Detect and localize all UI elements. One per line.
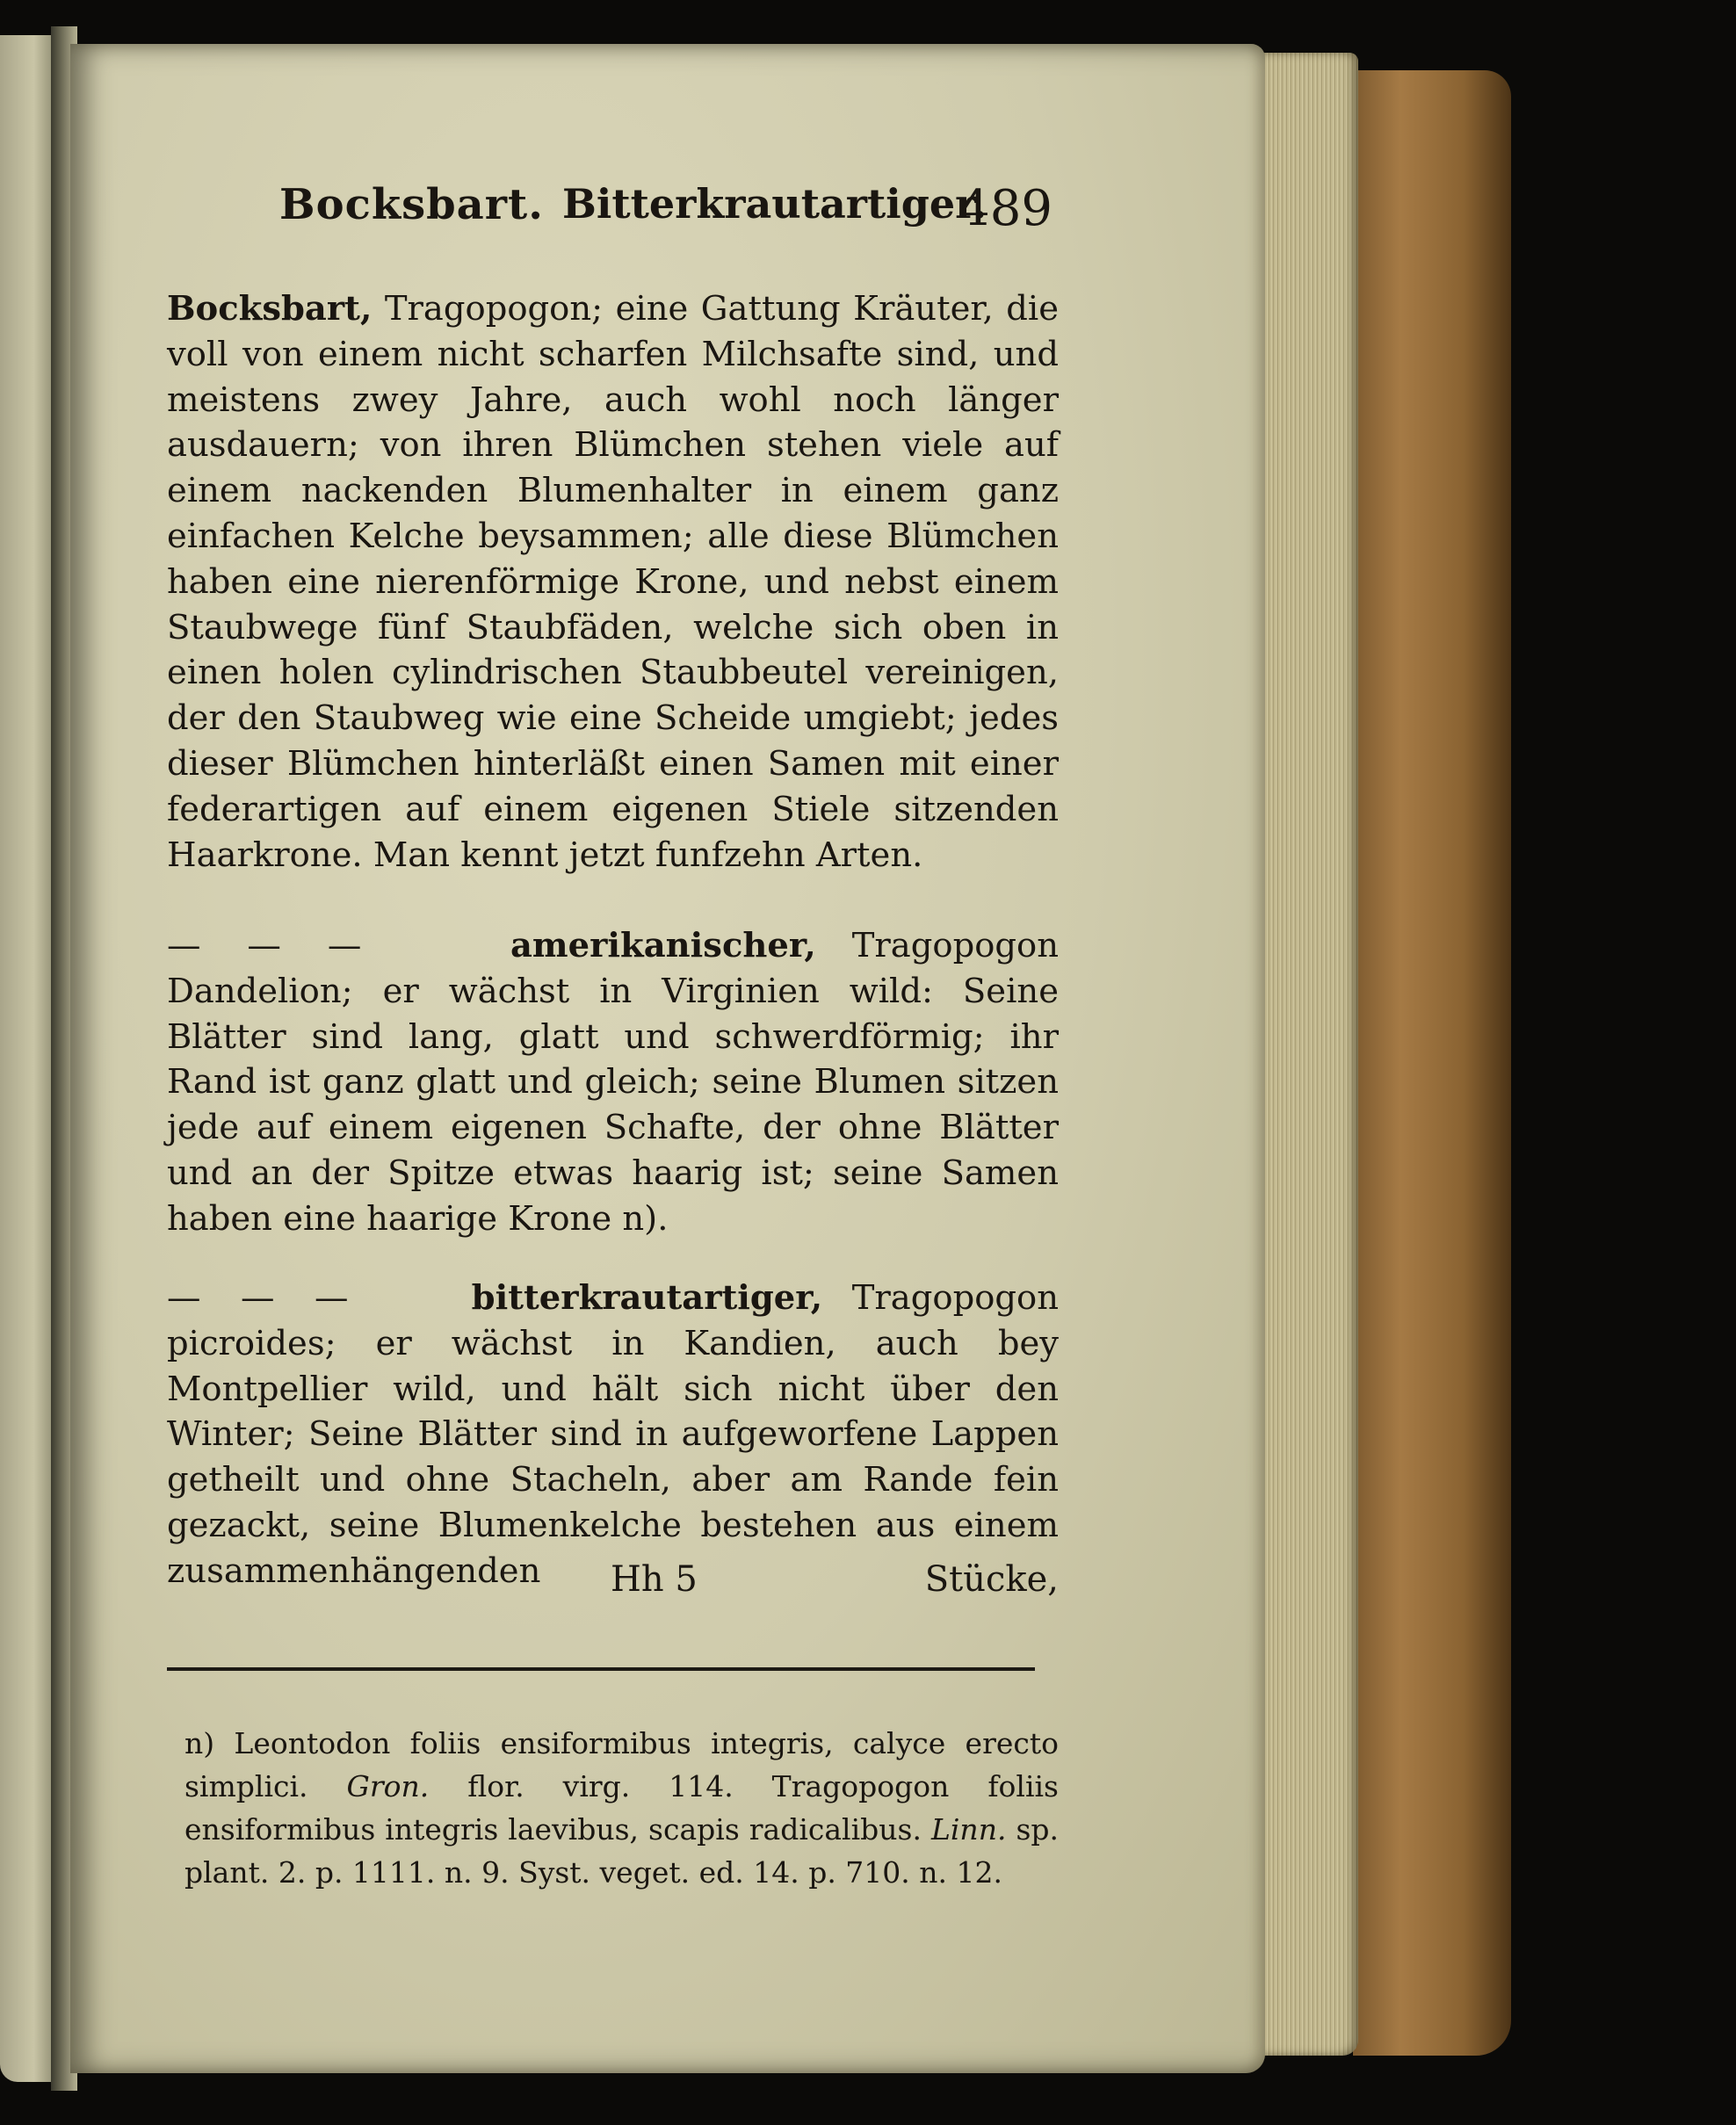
entry-lemma: amerikanischer, bbox=[510, 926, 816, 965]
footnote-text-1: n) Leontodon foliis ensiformibus integris, calyce erecto simplici. bbox=[184, 1726, 1059, 1803]
signature-mark: Hh 5 bbox=[611, 1559, 698, 1600]
book-cover-edge bbox=[1353, 70, 1511, 2056]
entry-text: Tragopogon; eine Gattung Kräuter, die voll von einem nicht scharfen Milchsafte sind, und meistens zwey Jahre, auch wohl noch länger ausdauern; von ihren Blümchen stehen viele auf einem nackenden Blumenhalter in einem ganz einfachen Kelche beysammen; alle diese Blümchen haben eine nierenförmige Krone, und nebst einem Staubwege fünf Staubfäden, welche sich oben in einen holen cylindrischen Staubbeutel vereinigen, der den Staubweg wie eine Scheide umgiebt; jedes dieser Blümchen hinterläßt einen Samen mit einer federartigen auf einem eigenen Stiele sitzenden Haarkrone. Man kennt jetzt funfzehn Arten. bbox=[167, 289, 1059, 875]
entry-text: Tragopogon Dandelion; er wächst in Virginien wild: Seine Blätter sind lang, glatt und schwerdförmig; ihr Rand ist ganz glatt und gleich; seine Blumen sitzen jede auf einem eigenen Schafte, der ohne Blätter und an der Spitze etwas haarig ist; seine Samen haben eine haarige Krone n). bbox=[167, 926, 1060, 1239]
entry-amerikanischer bbox=[167, 923, 1059, 1242]
entry-dashes: — — — bbox=[167, 926, 367, 965]
catchline bbox=[167, 1559, 1059, 1612]
header-center-word: Bitterkrautartiger. bbox=[562, 180, 987, 228]
facing-page-edge bbox=[0, 35, 56, 2082]
entry-lemma: Bocksbart, bbox=[167, 289, 373, 329]
entry-dashes: — — — bbox=[167, 1278, 354, 1318]
footnote bbox=[184, 1722, 1059, 1894]
footnote-author-linn: Linn. bbox=[930, 1812, 1007, 1847]
header-left-word: Bocksbart. bbox=[279, 180, 544, 229]
entry-bocksbart bbox=[167, 286, 1059, 878]
footnote-text-2: flor. virg. 114. Tragopogon foliis ensiformibus integris laevibus, scapis radicalibus. bbox=[184, 1769, 1059, 1847]
running-header bbox=[279, 180, 1052, 250]
footnote-text-3: sp. plant. 2. p. 1111. n. 9. Syst. veget. ed. 14. p. 710. n. 12. bbox=[184, 1812, 1059, 1890]
page-number: 489 bbox=[958, 180, 1052, 237]
footnote-rule bbox=[167, 1667, 1035, 1671]
footnote-author-gron: Gron. bbox=[346, 1769, 430, 1803]
catchword: Stücke, bbox=[924, 1559, 1059, 1600]
entry-text: Tragopogon picroides; er wächst in Kandien, auch bey Montpellier wild, und hält sich nicht über den Winter; Seine Blätter sind in aufgeworfene Lappen getheilt und ohne Stacheln, aber am Rande fein gezackt, seine Blumenkelche bestehen aus einem zusammenhängenden bbox=[167, 1278, 1060, 1591]
entry-bitterkrautartiger bbox=[167, 1276, 1059, 1594]
page-block-edges bbox=[1262, 53, 1358, 2056]
entry-lemma: bitterkrautartiger, bbox=[471, 1278, 823, 1318]
